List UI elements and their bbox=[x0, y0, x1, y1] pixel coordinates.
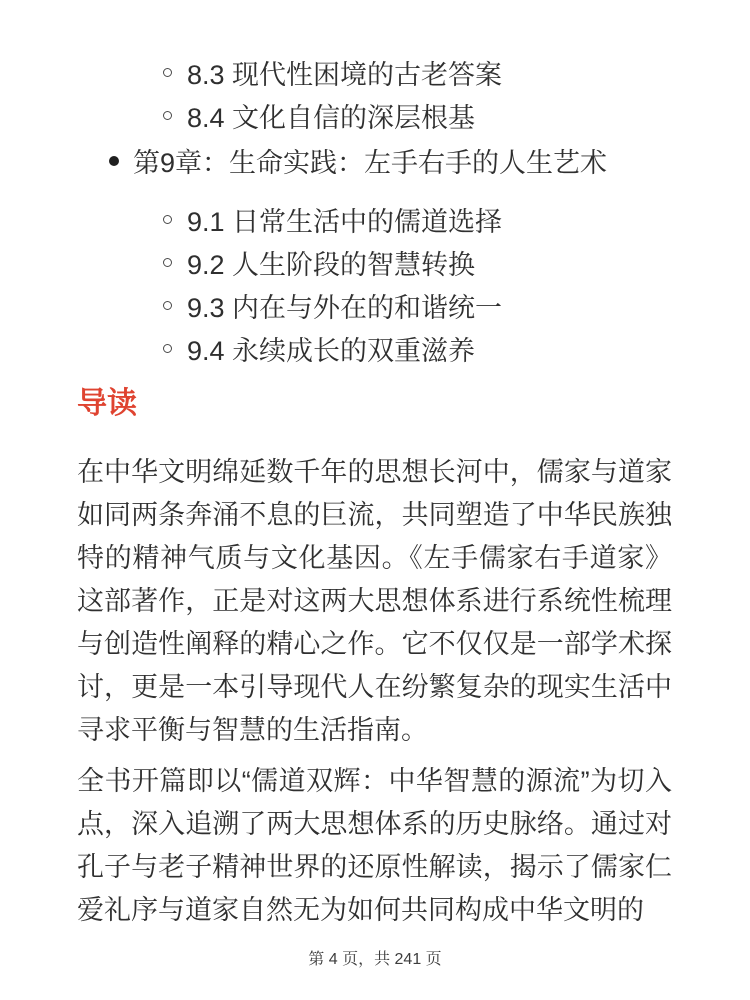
paragraph: 全书开篇即以“儒道双辉：中华智慧的源流”为切入点，深入追溯了两大思想体系的历史脉络。通过对孔子与老子精神世界的还原性解读，揭示了儒家仁爱礼序与道家自然无为如何共同构成中华文明的 bbox=[77, 766, 672, 925]
disc-bullet-icon bbox=[109, 156, 119, 166]
table-of-contents bbox=[0, 0, 750, 366]
toc-item bbox=[0, 334, 750, 366]
circle-bullet-icon bbox=[163, 215, 172, 224]
toc-item-chapter bbox=[0, 146, 750, 178]
toc-item-label: 9.3 内在与外在的和谐统一 bbox=[187, 293, 503, 323]
circle-bullet-icon bbox=[163, 258, 172, 267]
section-heading: 导读 bbox=[77, 387, 137, 420]
circle-bullet-icon bbox=[163, 68, 172, 77]
toc-item bbox=[0, 291, 750, 323]
circle-bullet-icon bbox=[163, 111, 172, 120]
toc-item bbox=[0, 101, 750, 133]
toc-item-label: 第9章：生命实践：左手右手的人生艺术 bbox=[133, 148, 608, 178]
page-footer bbox=[0, 950, 750, 970]
toc-item bbox=[0, 248, 750, 280]
circle-bullet-icon bbox=[163, 344, 172, 353]
paragraph: 在中华文明绵延数千年的思想长河中，儒家与道家如同两条奔涌不息的巨流，共同塑造了中华民族独特的精神气质与文化基因。《左手儒家右手道家》这部著作，正是对这两大思想体系进行系统性梳理与创造性阐释的精心之作。它不仅仅是一部学术探讨，更是一本引导现代人在纷繁复杂的现实生活中寻求平衡与智慧的生活指南。 bbox=[77, 457, 672, 745]
circle-bullet-icon bbox=[163, 301, 172, 310]
toc-item bbox=[0, 205, 750, 237]
toc-item-label: 9.4 永续成长的双重滋养 bbox=[187, 336, 476, 366]
toc-item bbox=[0, 58, 750, 90]
page-indicator: 第 4 页，共 241 页 bbox=[308, 951, 442, 968]
toc-item-label: 8.4 文化自信的深层根基 bbox=[187, 103, 476, 133]
toc-item-label: 9.2 人生阶段的智慧转换 bbox=[187, 250, 476, 280]
section-body bbox=[77, 451, 672, 932]
toc-item-label: 9.1 日常生活中的儒道选择 bbox=[187, 207, 503, 237]
toc-item-label: 8.3 现代性困境的古老答案 bbox=[187, 60, 503, 90]
